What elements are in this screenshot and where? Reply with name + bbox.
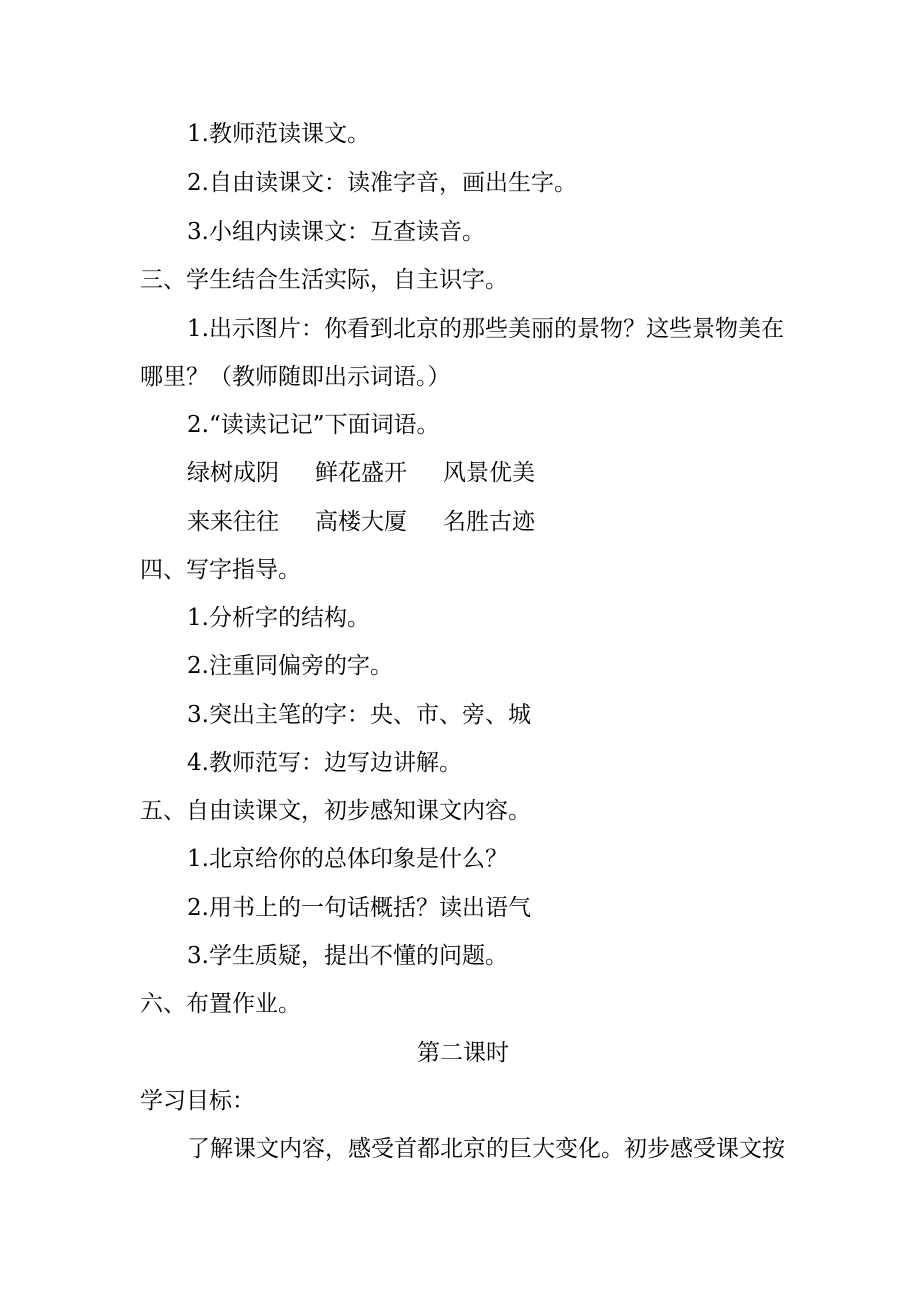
goal-text: 了解课文内容，感受首都北京的巨大变化。初步感受课文按 (187, 1136, 785, 1162)
word-row-1 (187, 458, 571, 488)
word-row-2 (187, 507, 571, 537)
word-item: 来来往往 (187, 509, 279, 535)
step-main-stroke: 3.突出主笔的字：央、市、旁、城 (187, 702, 531, 728)
step-same-radical: 2.注重同偏旁的字。 (187, 653, 393, 679)
step-show-pictures-cont: 哪里？（教师随即出示词语。） (140, 364, 451, 390)
step-read-words: 2.“读读记记”下面词语。 (187, 412, 440, 438)
section-three-heading: 三、学生结合生活实际，自主识字。 (140, 267, 508, 293)
goal-label: 学习目标： (140, 1088, 255, 1114)
word-item: 风景优美 (443, 460, 535, 486)
section-six-heading: 六、布置作业。 (140, 991, 301, 1017)
step-group-reading: 3.小组内读课文：互查读音。 (187, 219, 485, 245)
question-impression: 1.北京给你的总体印象是什么？ (187, 846, 508, 872)
step-show-pictures: 1.出示图片：你看到北京的那些美丽的景物？这些景物美在 (187, 316, 784, 342)
step-free-reading: 2.自由读课文：读准字音，画出生字。 (187, 170, 577, 196)
question-summarize: 2.用书上的一句话概括？读出语气 (187, 895, 531, 921)
section-title: 第二课时 (417, 1040, 509, 1066)
step-teacher-reading: 1.教师范读课文。 (187, 121, 370, 147)
word-item: 名胜古迹 (443, 509, 535, 535)
section-five-heading: 五、自由读课文，初步感知课文内容。 (140, 798, 531, 824)
word-item: 绿树成阴 (187, 460, 279, 486)
word-item: 高楼大厦 (315, 509, 407, 535)
word-item: 鲜花盛开 (315, 460, 407, 486)
step-student-questions: 3.学生质疑，提出不懂的问题。 (187, 943, 508, 969)
step-teacher-writing: 4.教师范写：边写边讲解。 (187, 750, 462, 776)
step-analyze-structure: 1.分析字的结构。 (187, 605, 370, 631)
section-four-heading: 四、写字指导。 (140, 557, 301, 583)
